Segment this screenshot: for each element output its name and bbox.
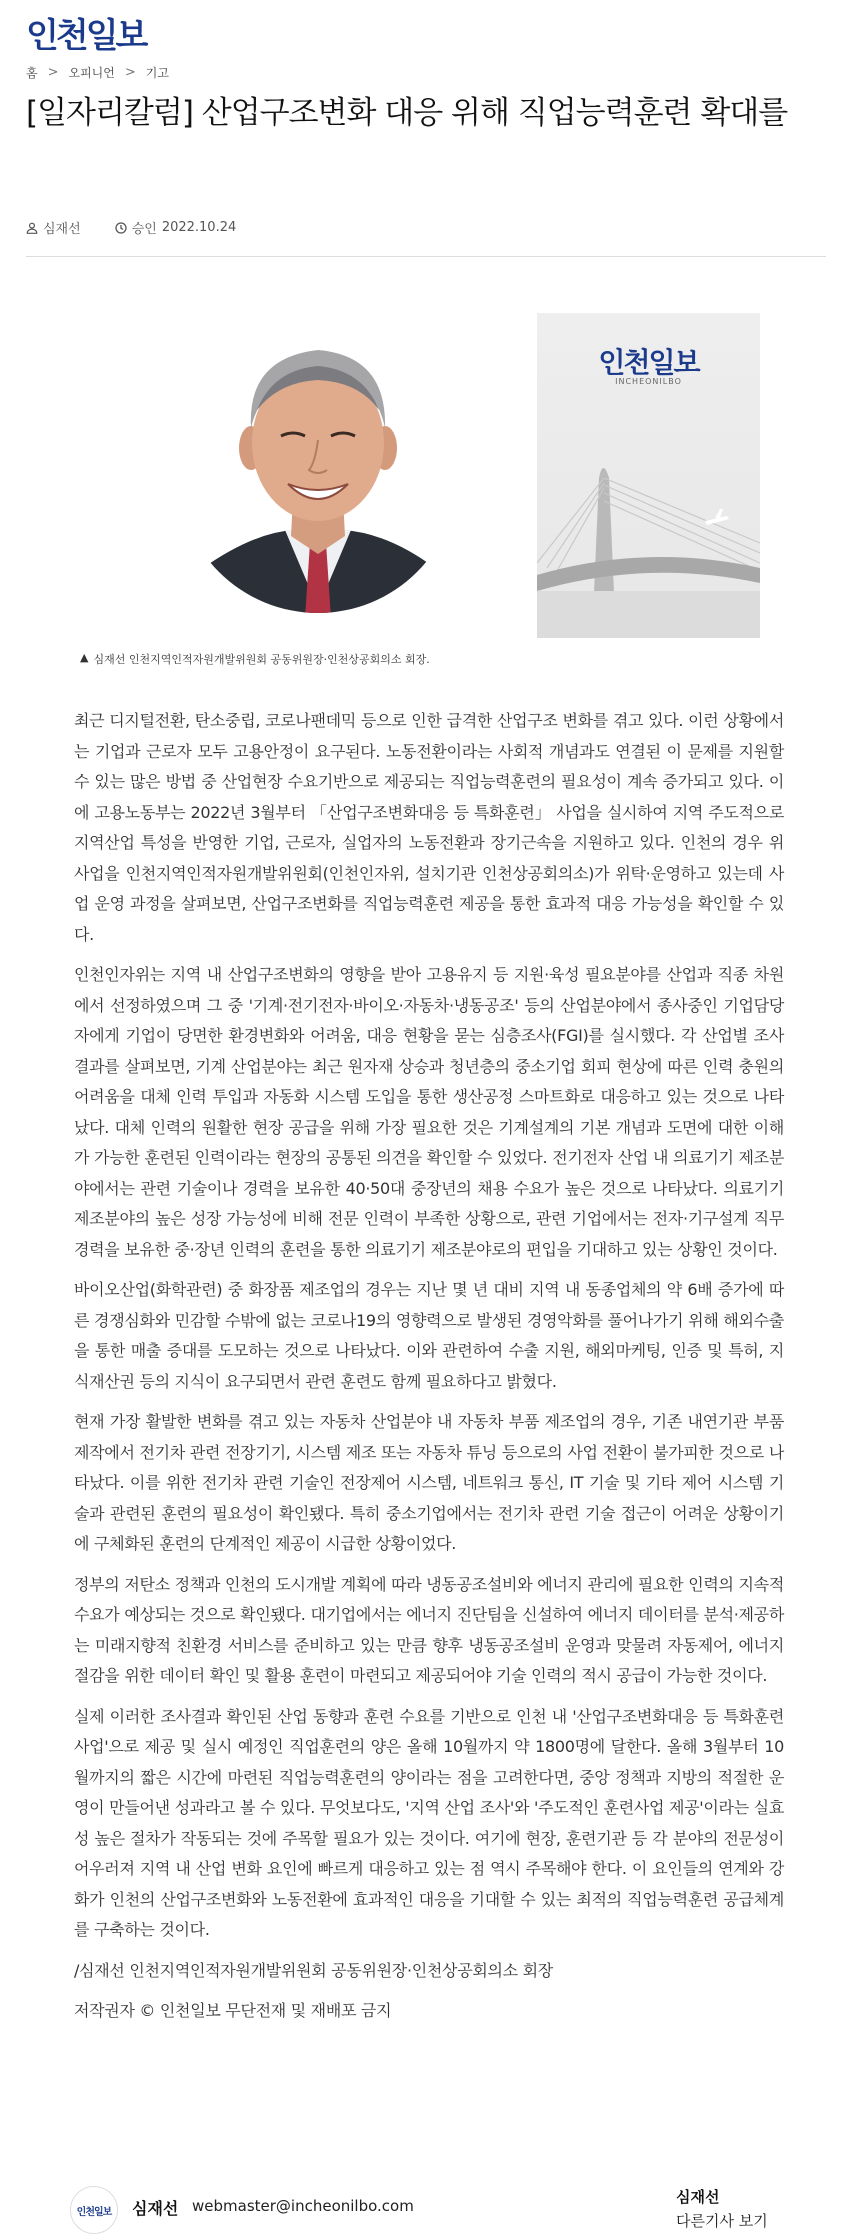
- caption-text: 심재선 인천지역인적자원개발위원회 공동위원장·인천상공회의소 회장.: [93, 653, 430, 666]
- caption-marker-icon: ▲: [80, 651, 89, 664]
- paragraph: 정부의 저탄소 정책과 인천의 도시개발 계획에 따라 냉동공조설비와 에너지 관리에 필요한 인력의 지속적 수요가 예상되는 것으로 확인됐다. 대기업에서는 에너지 진단팀을 신설하여 에너지 데이터를 분석·제공하는 미래지향적 친환경 서비스를 준비하고 있는 만큼 향후 냉동공조설비 운영과 맞물려 자동제어, 에너지 절감을 위한 데이터 확인 및 활용 훈련이 마련되고 제공되어야 기술 인력의 적시 공급이 가능한 것이다.: [74, 1574, 784, 1685]
- published-date: 2022.10.24: [161, 220, 237, 235]
- author-photo: [173, 318, 463, 628]
- article-body: [74, 706, 784, 2037]
- author-box-right-name: 심재선: [676, 2188, 720, 2206]
- breadcrumb-opinion[interactable]: 오피니언: [68, 66, 115, 80]
- photo-caption: [80, 651, 430, 667]
- author-name: 심재선: [43, 222, 81, 237]
- paragraph: 바이오산업(화학관련) 중 화장품 제조업의 경우는 지난 몇 년 대비 지역 내 동종업체의 약 6배 증가에 따른 경쟁심화와 민감할 수밖에 없는 코로나19의 영향력으로 발생된 경영악화를 풀어나가기 위해 해외수출을 통한 매출 증대를 도모하는 것으로 나타났다. 이와 관련하여 수출 지원, 해외마케팅, 인증 및 특허, 지식재산권 등의 지식이 요구되면서 관련 훈련도 함께 필요하다고 밝혔다.: [74, 1280, 784, 1391]
- user-icon: [26, 222, 38, 234]
- divider: [26, 256, 826, 257]
- placeholder-logo: 인천일보: [598, 346, 699, 379]
- breadcrumb-contribution[interactable]: 기고: [145, 66, 169, 80]
- author-box-name: 심재선: [132, 2199, 179, 2218]
- author-meta: [26, 218, 81, 237]
- author-email-link[interactable]: webmaster@incheonilbo.com: [192, 2197, 414, 2215]
- date-meta: [115, 218, 237, 237]
- logo-part2: 일보: [85, 16, 146, 56]
- article-meta: [26, 218, 270, 237]
- approved-label: 승인: [131, 222, 157, 237]
- article-title: [일자리칼럼] 산업구조변화 대응 위해 직업능력훈련 확대를: [26, 95, 788, 131]
- placeholder-logo-sub: INCHEONILBO: [615, 377, 682, 386]
- breadcrumb: [26, 64, 169, 81]
- paragraph: 최근 디지털전환, 탄소중립, 코로나팬데믹 등으로 인한 급격한 산업구조 변화를 겪고 있다. 이런 상황에서는 기업과 근로자 모두 고용안정이 요구된다. 노동전환이라는 사회적 개념과도 연결된 이 문제를 지원할 수 있는 많은 방법 중 산업현장 수요기반으로 제공되는 직업능력훈련의 필요성이 계속 증가되고 있다. 이에 고용노동부는 2022년 3월부터 「산업구조변화대응 등 특화훈련」 사업을 실시하여 지역 주도적으로 지역산업 특성을 반영한 기업, 근로자, 실업자의 노동전환과 장기근속을 지원하고 있다. 인천의 경우 위 사업을 인천지역인적자원개발위원회(인천인자위, 설치기관 인천상공회의소)가 위탁·운영하고 있는데 사업 운영 과정을 살펴보면, 산업구조변화를 직업능력훈련 제공을 통한 효과적 대응 가능성을 확인할 수 있다.: [74, 711, 784, 944]
- chevron-right-icon: >: [47, 65, 59, 80]
- bridge-illustration: [537, 313, 760, 638]
- chevron-right-icon: >: [124, 65, 136, 80]
- copyright-notice: 저작권자 © 인천일보 무단전재 및 재배포 금지: [74, 2001, 392, 2020]
- more-articles-link[interactable]: 다른기사 보기: [676, 2212, 768, 2230]
- portrait-image: [173, 318, 463, 628]
- paragraph: 현재 가장 활발한 변화를 겪고 있는 자동차 산업분야 내 자동차 부품 제조업의 경우, 기존 내연기관 부품 제작에서 전기차 관련 전장기기, 시스템 제조 또는 자동차 튜닝 등으로의 사업 전환이 불가피한 것으로 나타났다. 이를 위한 전기차 관련 기술인 전장제어 시스템, 네트워크 통신, IT 기술 및 기타 제어 시스템 기술과 관련된 훈련의 필요성이 확인됐다. 특히 중소기업에서는 전기차 관련 기술 접근이 어려운 상황이기에 구체화된 훈련의 단계적인 제공이 시급한 상황이었다.: [74, 1412, 784, 1553]
- logo-part1: 인천: [26, 16, 86, 56]
- breadcrumb-home[interactable]: 홈: [26, 66, 38, 80]
- site-logo[interactable]: [26, 16, 145, 56]
- newspaper-placeholder-image: [537, 313, 760, 638]
- paragraph: 인천인자위는 지역 내 산업구조변화의 영향을 받아 고용유지 등 지원·육성 필요분야를 산업과 직종 차원에서 선정하였으며 그 중 '기계·전기전자·바이오·자동차·냉동공조' 등의 산업분야에서 종사중인 기업담당자에게 기업이 당면한 환경변화와 어려움, 대응 현황을 묻는 심층조사(FGI)를 실시했다. 각 산업별 조사결과를 살펴보면, 기계 산업분야는 최근 원자재 상승과 청년층의 중소기업 회피 현상에 따른 인력 충원의 어려움을 대체 인력 투입과 자동화 시스템 도입을 통한 생산공정 스마트화로 대응하고 있는 것으로 나타났다. 대체 인력의 원활한 현장 공급을 위해 가장 필요한 것은 기계설계의 기본 개념과 도면에 대한 이해가 가능한 훈련된 인력이라는 현장의 공통된 의견을 확인할 수 있었다. 전기전자 산업 내 의료기기 제조분야에서는 관련 기술이나 경력을 보유한 40·50대 중장년의 채용 수요가 높은 것으로 나타났다. 의료기기 제조분야의 높은 성장 가능성에 비해 전문 인력이 부족한 상황으로, 관련 기업에서는 전자·기구설계 직무경력을 보유한 중·장년 인력의 훈련을 통한 의료기기 제조분야로의 편입을 기대하고 있는 상황인 것이다.: [74, 965, 784, 1259]
- paragraph: 실제 이러한 조사결과 확인된 산업 동향과 훈련 수요를 기반으로 인천 내 '산업구조변화대응 등 특화훈련사업'으로 제공 및 실시 예정인 직업훈련의 양은 올해 10월까지 약 1800명에 달한다. 올해 3월부터 10월까지의 짧은 시간에 마련된 직업능력훈련의 양이라는 점을 고려한다면, 중앙 정책과 지방의 적절한 운영이 만들어낸 성과라고 볼 수 있다. 무엇보다도, '지역 산업 조사'와 '주도적인 훈련사업 제공'이라는 실효성 높은 절차가 작동되는 것에 주목할 필요가 있는 것이다. 여기에 현장, 훈련기관 등 각 분야의 전문성이 어우러져 지역 내 산업 변화 요인에 빠르게 대응하고 있는 점 역시 주목해야 한다. 이 요인들의 연계와 강화가 인천의 산업구조변화와 노동전환에 효과적인 대응을 기대할 수 있는 최적의 직업능력훈련 공급체계를 구축하는 것이다.: [74, 1706, 784, 1939]
- author-box: [70, 2186, 790, 2234]
- clock-icon: [115, 222, 127, 234]
- author-signature: /심재선 인천지역인적자원개발위원회 공동위원장·인천상공회의소 회장: [74, 1960, 553, 1980]
- author-avatar: 인천일보: [70, 2186, 118, 2234]
